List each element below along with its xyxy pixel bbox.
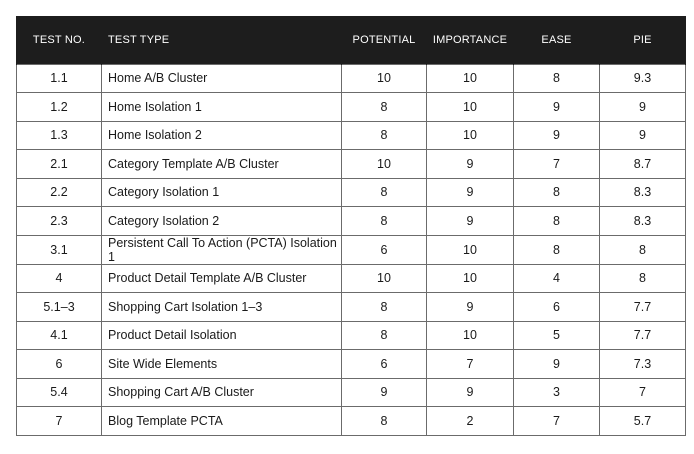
table-body <box>17 64 686 435</box>
table-row <box>17 64 686 93</box>
table-row <box>17 264 686 293</box>
table-row <box>17 378 686 407</box>
table-row <box>17 150 686 179</box>
cell-ease: 4 <box>514 264 600 293</box>
cell-ease: 5 <box>514 321 600 350</box>
cell-importance: 7 <box>427 350 514 379</box>
header-test-no: TEST NO. <box>17 16 102 64</box>
cell-ease: 9 <box>514 350 600 379</box>
cell-importance: 10 <box>427 264 514 293</box>
cell-test-no: 2.1 <box>17 150 102 179</box>
cell-test-no: 7 <box>17 407 102 436</box>
cell-test-no: 1.1 <box>17 64 102 93</box>
header-potential: POTENTIAL <box>342 16 427 64</box>
cell-pie: 8.3 <box>600 207 686 236</box>
cell-ease: 9 <box>514 121 600 150</box>
cell-pie: 7.7 <box>600 293 686 322</box>
cell-ease: 7 <box>514 407 600 436</box>
cell-test-no: 2.2 <box>17 178 102 207</box>
table-row <box>17 93 686 122</box>
cell-test-type: Persistent Call To Action (PCTA) Isolation 1 <box>102 235 342 264</box>
cell-potential: 6 <box>342 235 427 264</box>
cell-test-no: 2.3 <box>17 207 102 236</box>
pie-prioritization-table-container <box>16 16 679 436</box>
cell-test-type: Shopping Cart Isolation 1–3 <box>102 293 342 322</box>
cell-test-type: Category Template A/B Cluster <box>102 150 342 179</box>
cell-test-no: 5.4 <box>17 378 102 407</box>
cell-importance: 9 <box>427 293 514 322</box>
table-row <box>17 293 686 322</box>
cell-importance: 10 <box>427 321 514 350</box>
cell-importance: 10 <box>427 235 514 264</box>
cell-test-type: Home A/B Cluster <box>102 64 342 93</box>
cell-test-no: 4.1 <box>17 321 102 350</box>
cell-potential: 8 <box>342 93 427 122</box>
cell-test-no: 5.1–3 <box>17 293 102 322</box>
table-row <box>17 235 686 264</box>
cell-test-type: Home Isolation 2 <box>102 121 342 150</box>
table-row <box>17 207 686 236</box>
cell-importance: 10 <box>427 121 514 150</box>
cell-importance: 10 <box>427 64 514 93</box>
cell-pie: 8.7 <box>600 150 686 179</box>
cell-test-no: 3.1 <box>17 235 102 264</box>
cell-potential: 9 <box>342 378 427 407</box>
table-row <box>17 178 686 207</box>
cell-ease: 8 <box>514 235 600 264</box>
cell-importance: 9 <box>427 207 514 236</box>
cell-pie: 7.7 <box>600 321 686 350</box>
cell-potential: 8 <box>342 207 427 236</box>
cell-potential: 8 <box>342 121 427 150</box>
table-row <box>17 407 686 436</box>
cell-test-type: Product Detail Template A/B Cluster <box>102 264 342 293</box>
cell-test-type: Category Isolation 2 <box>102 207 342 236</box>
cell-pie: 7.3 <box>600 350 686 379</box>
cell-importance: 9 <box>427 150 514 179</box>
cell-test-type: Product Detail Isolation <box>102 321 342 350</box>
cell-ease: 8 <box>514 178 600 207</box>
cell-ease: 6 <box>514 293 600 322</box>
cell-ease: 9 <box>514 93 600 122</box>
cell-importance: 9 <box>427 178 514 207</box>
header-importance: IMPORTANCE <box>427 16 514 64</box>
cell-test-no: 1.2 <box>17 93 102 122</box>
pie-prioritization-table <box>16 16 686 436</box>
cell-pie: 8 <box>600 235 686 264</box>
cell-potential: 10 <box>342 150 427 179</box>
cell-pie: 8 <box>600 264 686 293</box>
cell-ease: 7 <box>514 150 600 179</box>
cell-potential: 6 <box>342 350 427 379</box>
cell-test-type: Site Wide Elements <box>102 350 342 379</box>
cell-test-type: Category Isolation 1 <box>102 178 342 207</box>
cell-test-no: 6 <box>17 350 102 379</box>
cell-potential: 8 <box>342 321 427 350</box>
cell-pie: 5.7 <box>600 407 686 436</box>
cell-test-type: Home Isolation 1 <box>102 93 342 122</box>
cell-importance: 9 <box>427 378 514 407</box>
cell-pie: 9.3 <box>600 64 686 93</box>
cell-potential: 10 <box>342 264 427 293</box>
header-ease: EASE <box>514 16 600 64</box>
cell-test-type: Shopping Cart A/B Cluster <box>102 378 342 407</box>
cell-test-no: 1.3 <box>17 121 102 150</box>
cell-potential: 8 <box>342 407 427 436</box>
cell-importance: 10 <box>427 93 514 122</box>
cell-pie: 7 <box>600 378 686 407</box>
table-row <box>17 350 686 379</box>
cell-test-type: Blog Template PCTA <box>102 407 342 436</box>
header-pie: PIE <box>600 16 686 64</box>
cell-pie: 9 <box>600 93 686 122</box>
table-row <box>17 121 686 150</box>
header-row <box>17 16 686 64</box>
table-row <box>17 321 686 350</box>
cell-ease: 8 <box>514 64 600 93</box>
table-header <box>17 16 686 64</box>
cell-potential: 8 <box>342 293 427 322</box>
cell-pie: 8.3 <box>600 178 686 207</box>
cell-ease: 8 <box>514 207 600 236</box>
cell-ease: 3 <box>514 378 600 407</box>
cell-potential: 8 <box>342 178 427 207</box>
cell-test-no: 4 <box>17 264 102 293</box>
header-test-type: TEST TYPE <box>102 16 342 64</box>
cell-potential: 10 <box>342 64 427 93</box>
cell-pie: 9 <box>600 121 686 150</box>
cell-importance: 2 <box>427 407 514 436</box>
